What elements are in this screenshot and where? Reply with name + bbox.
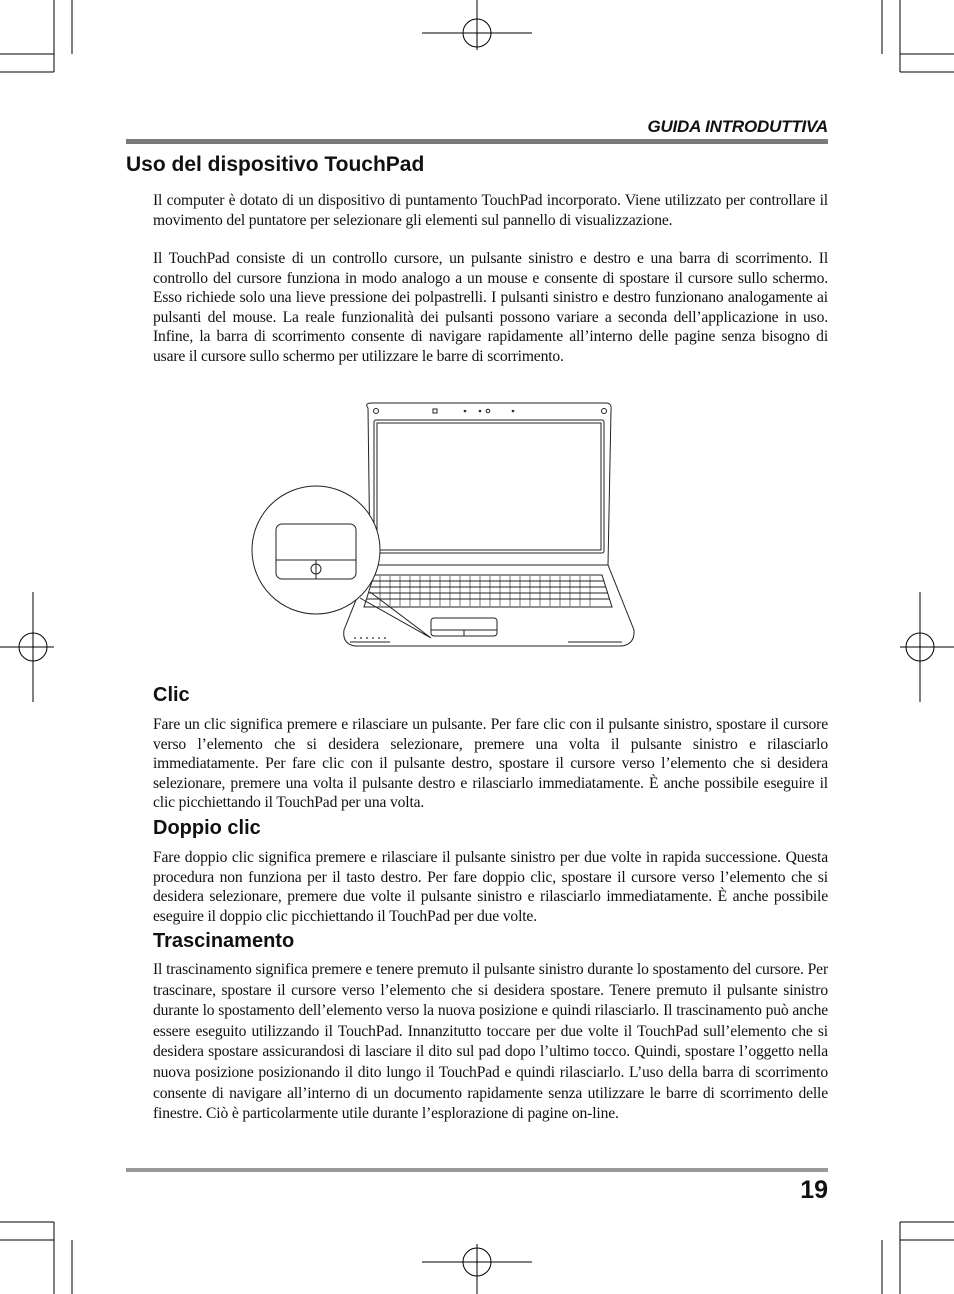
intro-paragraph-1: Il computer è dotato di un dispositivo di puntamento TouchPad incorporato. Viene utilizzato per controllare il movimento del puntatore per selezionare gli elementi sul pannello di visualizzazione. (153, 192, 828, 229)
page-number: 19 (800, 1176, 828, 1204)
section-heading-clic: Clic (153, 684, 190, 706)
section-text-clic: Fare un clic significa premere e rilasciare un pulsante. Per fare clic con il pulsante sinistro, spostare il cursore verso l’elemento che si desidera selezionare, premere una volta il pulsante sinistro e rilasciarlo immediatamente. Per fare clic con il pulsante destro, spostare il cursore verso l’elemento che si desidera selezionare, premere una volta il pulsante destro e rilasciarlo immediatamente. È anche possibile eseguire il clic picchiettando il TouchPad per una volta. (153, 716, 828, 812)
section-heading-trascinamento: Trascinamento (153, 930, 295, 952)
header-rule (126, 139, 828, 144)
section-text-trascinamento: Il trascinamento significa premere e tenere premuto il pulsante sinistro durante lo spostamento del cursore. Per trascinare, spostare il cursore verso l’elemento che si desidera spostare. Tenere premuto il pulsante sinistro durante lo spostamento dell’elemento verso la nuova posizione e quindi rilasciarlo. Il trascinamento può anche essere eseguito utilizzando il TouchPad. Innanzitutto toccare per due volte il TouchPad sull’elemento che si desidera spostare assicurandosi di lasciare il dito sul pad dopo l’ultimo tocco. Quindi, spostare l’oggetto nella nuova posizione posizionando il dito lungo il TouchPad e quindi rilasciarlo. L’uso della barra di scorrimento consente di navigare all’interno di un documento rapidamente senza utilizzare le barre di scorrimento delle finestre. Ciò è particolarmente utile durante l’esplorazione di pagine on-line. (153, 961, 828, 1123)
laptop-touchpad-illustration (250, 400, 640, 650)
section-text-doppio-clic: Fare doppio clic significa premere e rilasciare il pulsante sinistro per due volte in rapida successione. Questa procedura non funziona per il tasto destro. Per fare doppio clic, spostare il cursore verso l’elemento che si desidera selezionare, premere due volte il pulsante sinistro e rilasciarlo immediatamente. È anche possibile eseguire il doppio clic picchiettando il TouchPad per due volte. (153, 849, 828, 925)
page-title: Uso del dispositivo TouchPad (126, 153, 425, 176)
footer-rule (126, 1168, 828, 1172)
section-heading-doppio-clic: Doppio clic (153, 817, 261, 839)
intro-paragraph-2: Il TouchPad consiste di un controllo cursore, un pulsante sinistro e destro e una barra di scorrimento. Il controllo del cursore funziona in modo analogo a un mouse e consente di spostare il cursore sullo schermo. Esso richiede solo una lieve pressione dei polpastrelli. I pulsanti sinistro e destro funzionano analogamente ai pulsanti del mouse. La reale funzionalità dei pulsanti possono variare a seconda dell’applicazione in uso. Infine, la barra di scorrimento consente di navigare rapidamente all’interno delle pagine senza bisogno di usare il cursore sullo schermo per utilizzare le barre di scorrimento. (153, 250, 828, 365)
running-header: GUIDA INTRODUTTIVA (647, 117, 828, 136)
